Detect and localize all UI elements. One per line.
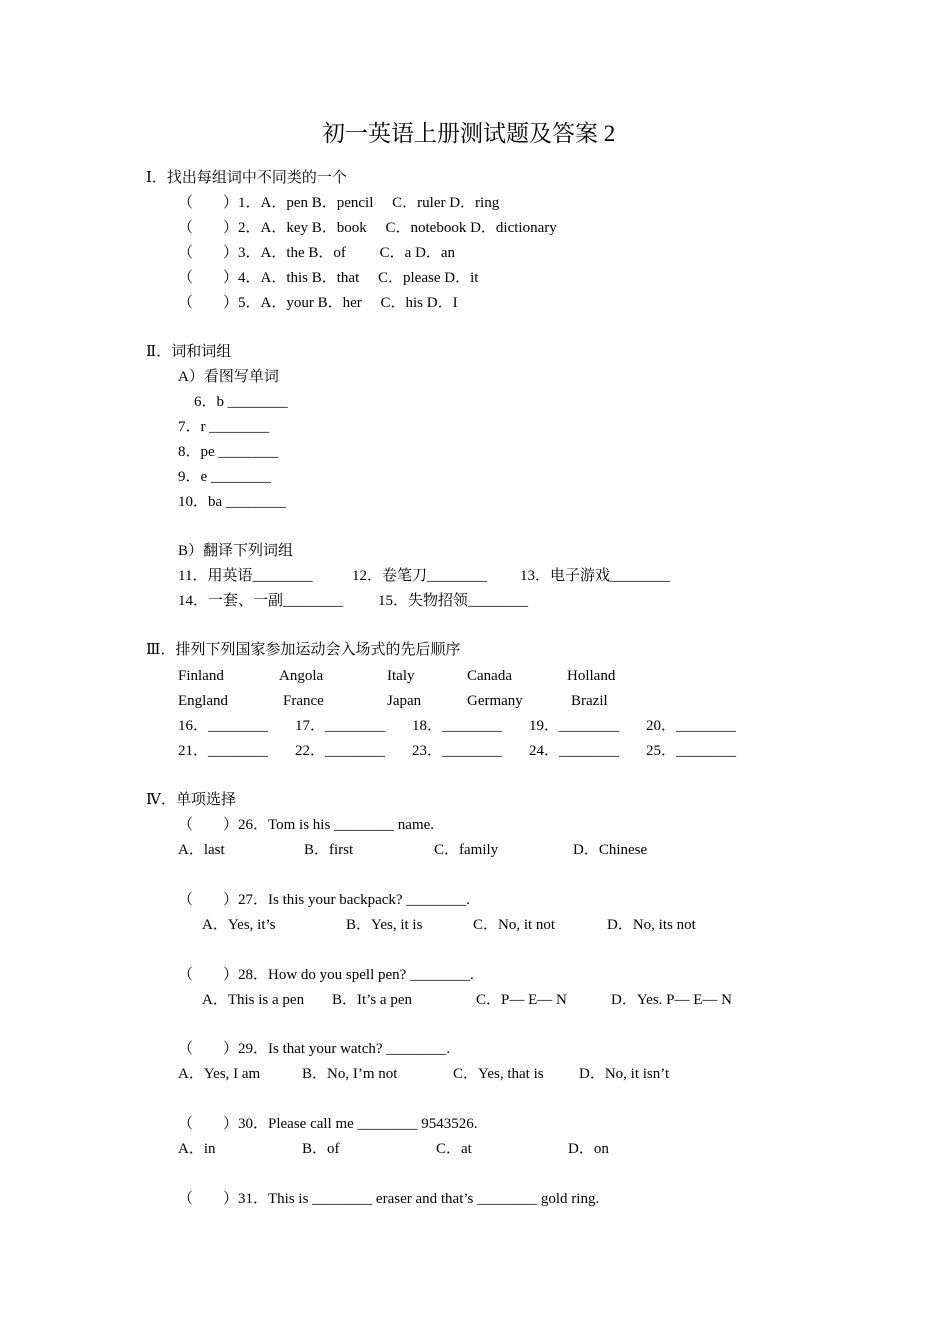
translate-12: 12．卷笔刀________ <box>352 568 488 584</box>
option: B．No, I’m not <box>302 1066 398 1082</box>
question-29: （ ）29．Is that your watch? ________. <box>178 1041 451 1057</box>
option: A．in <box>178 1141 216 1157</box>
word-6: 6．b ________ <box>194 394 288 410</box>
question-26: （ ）26．Tom is his ________ name. <box>178 817 435 833</box>
order-blank: 19．________ <box>529 718 620 734</box>
order-blank: 18．________ <box>412 718 503 734</box>
option: C．No, it not <box>473 917 556 933</box>
option: A．Yes, I am <box>178 1066 261 1082</box>
part-a-heading: A）看图写单词 <box>178 369 279 385</box>
question-3: （ ）3．A．the B．of C．a D．an <box>178 245 456 261</box>
translate-13: 13．电子游戏________ <box>520 568 671 584</box>
country: France <box>283 693 324 709</box>
question-27: （ ）27．Is this your backpack? ________. <box>178 892 471 908</box>
order-blank: 22．________ <box>295 743 386 759</box>
question-31: （ ）31．This is ________ eraser and that’s ________ gold ring. <box>178 1191 600 1207</box>
order-blank: 24．________ <box>529 743 620 759</box>
country: England <box>178 693 228 709</box>
question-5: （ ）5．A．your B．her C．his D．I <box>178 295 458 311</box>
country: Canada <box>467 668 512 684</box>
country: Finland <box>178 668 224 684</box>
section-1-heading: Ⅰ．找出每组词中不同类的一个 <box>146 170 347 186</box>
word-9: 9．e ________ <box>178 469 271 485</box>
option: D．Chinese <box>573 842 648 858</box>
part-b-heading: B）翻译下列词组 <box>178 543 294 559</box>
option: D．on <box>568 1141 609 1157</box>
option: B．Yes, it is <box>346 917 423 933</box>
question-4: （ ）4．A．this B．that C．please D．it <box>178 270 479 286</box>
option: C．family <box>434 842 499 858</box>
translate-14: 14．一套、一副________ <box>178 593 344 609</box>
option: C．at <box>436 1141 472 1157</box>
option: B．of <box>302 1141 340 1157</box>
country: Germany <box>467 693 523 709</box>
translate-15: 15．失物招领________ <box>378 593 529 609</box>
page-title: 初一英语上册测试题及答案 2 <box>322 121 616 146</box>
option: D．Yes. P— E— N <box>611 992 732 1008</box>
country: Angola <box>279 668 324 684</box>
option: D．No, it isn’t <box>579 1066 670 1082</box>
option: D．No, its not <box>607 917 696 933</box>
country: Japan <box>387 693 422 709</box>
order-blank: 25．________ <box>646 743 737 759</box>
country: Holland <box>567 668 616 684</box>
word-8: 8．pe ________ <box>178 444 279 460</box>
order-blank: 20．________ <box>646 718 737 734</box>
option: B．It’s a pen <box>332 992 412 1008</box>
option: A．Yes, it’s <box>202 917 276 933</box>
country: Italy <box>387 668 415 684</box>
order-blank: 21．________ <box>178 743 269 759</box>
option: A．This is a pen <box>202 992 305 1008</box>
option: B．first <box>304 842 354 858</box>
option: A．last <box>178 842 225 858</box>
section-3-heading: Ⅲ．排列下列国家参加运动会入场式的先后顺序 <box>146 642 461 658</box>
question-30: （ ）30．Please call me ________ 9543526. <box>178 1116 478 1132</box>
order-blank: 23．________ <box>412 743 503 759</box>
order-blank: 16．________ <box>178 718 269 734</box>
question-1: （ ）1．A．pen B．pencil C．ruler D．ring <box>178 195 500 211</box>
word-10: 10．ba ________ <box>178 494 286 510</box>
translate-11: 11．用英语________ <box>178 568 313 584</box>
option: C．Yes, that is <box>453 1066 544 1082</box>
section-4-heading: Ⅳ．单项选择 <box>146 792 236 808</box>
question-28: （ ）28．How do you spell pen? ________. <box>178 967 474 983</box>
question-2: （ ）2．A．key B．book C．notebook D．dictionary <box>178 220 557 236</box>
option: C．P— E— N <box>476 992 567 1008</box>
country: Brazil <box>571 693 608 709</box>
word-7: 7．r ________ <box>178 419 270 435</box>
order-blank: 17．________ <box>295 718 386 734</box>
section-2-heading: Ⅱ．词和词组 <box>146 344 232 360</box>
